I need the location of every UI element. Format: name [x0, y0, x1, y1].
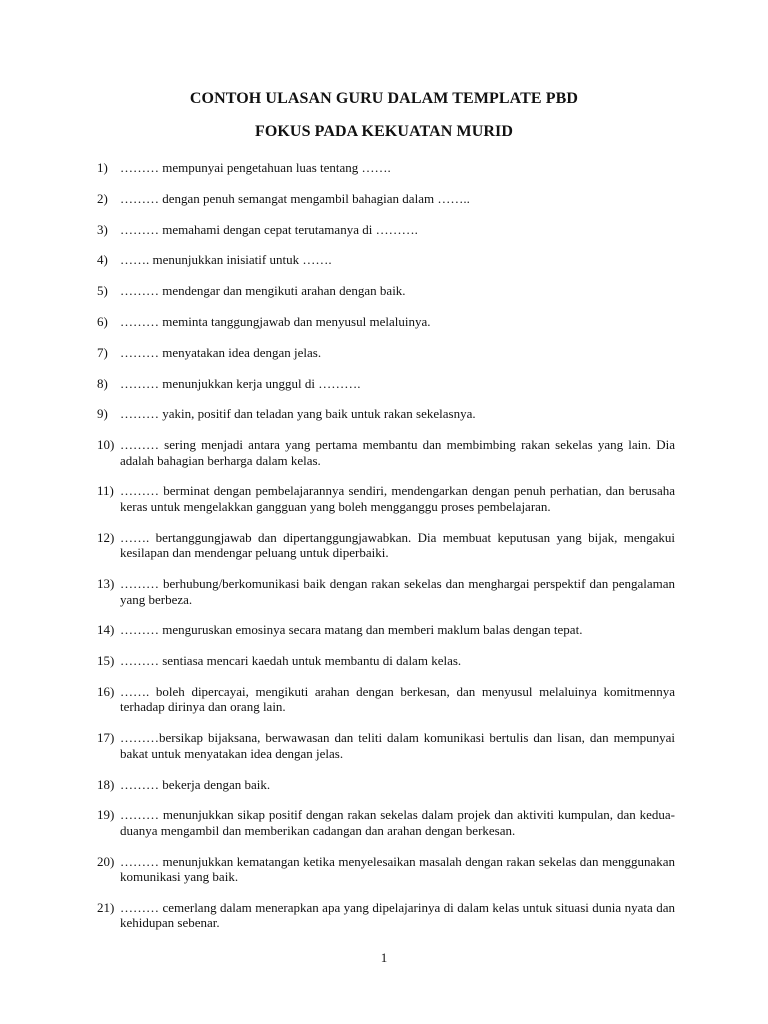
item-text: ……… menunjukkan kematangan ketika menyelesaikan masalah dengan rakan sekelas dan menggunakan komunikasi yang baik. [120, 853, 675, 885]
item-number: 7) [97, 344, 108, 360]
list-item [97, 283, 675, 299]
item-text: ……… menunjukkan kerja unggul di ………. [120, 375, 361, 391]
page-number: 1 [380, 950, 388, 965]
list-item [97, 191, 675, 207]
list-item [97, 437, 675, 468]
item-text: ………bersikap bijaksana, berwawasan dan teliti dalam komunikasi bertulis dan lisan, dan mempunyai bakat untuk menyatakan idea dengan jelas. [120, 730, 675, 761]
item-text: ……… mempunyai pengetahuan luas tentang ……. [120, 160, 391, 175]
item-number: 15) [97, 653, 115, 669]
item-number: 16) [97, 683, 115, 699]
item-text: ……… menguruskan emosinya secara matang dan memberi maklum balas dengan tepat. [120, 622, 583, 638]
item-number: 8) [97, 375, 108, 391]
document-subtitle: FOKUS PADA KEKUATAN MURID [254, 123, 514, 140]
list-item [97, 376, 675, 392]
list-item [97, 530, 675, 561]
list-item [97, 406, 675, 422]
item-text: ……… berhubung/berkomunikasi baik dengan rakan sekelas dan menghargai perspektif dan pengalaman yang berbeza. [120, 576, 675, 607]
item-text: ……… menyatakan idea dengan jelas. [120, 344, 322, 360]
comment-list [97, 160, 675, 946]
list-item [97, 900, 675, 931]
item-text: ……… mendengar dan mengikuti arahan dengan baik. [120, 283, 406, 299]
list-item [97, 222, 675, 238]
item-number: 3) [97, 221, 108, 237]
list-item [97, 622, 675, 638]
item-text: ……. bertanggungjawab dan dipertanggungjawabkan. Dia membuat keputusan yang bijak, mengakui kesilapan dan mendengar peluang untuk diperbaiki. [120, 529, 675, 561]
item-text: ……. boleh dipercayai, mengikuti arahan dengan berkesan, dan menyusul melaluinya komitmennya terhadap dirinya dan orang lain. [120, 683, 675, 715]
list-item [97, 483, 675, 514]
item-number: 5) [97, 283, 108, 299]
item-text: ……… menunjukkan sikap positif dengan rakan sekelas dalam projek dan aktiviti kumpulan, dan kedua-duanya mengambil dan memberikan cadangan dan arahan dengan berkesan. [120, 807, 675, 838]
item-text: ……… meminta tanggungjawab dan menyusul melaluinya. [120, 313, 431, 329]
item-number: 6) [97, 313, 108, 329]
item-number: 13) [97, 576, 115, 592]
item-number: 12) [97, 529, 115, 545]
list-item [97, 314, 675, 330]
list-item [97, 160, 675, 176]
item-text: ……… yakin, positif dan teladan yang baik untuk rakan sekelasnya. [120, 406, 476, 422]
list-item [97, 807, 675, 838]
item-text: ……… cemerlang dalam menerapkan apa yang dipelajarinya di dalam kelas untuk situasi dunia nyata dan kehidupan sebenar. [120, 899, 675, 931]
list-item [97, 345, 675, 361]
item-number: 9) [97, 406, 108, 422]
item-number: 17) [97, 730, 115, 746]
item-text: ……… sentiasa mencari kaedah untuk membantu di dalam kelas. [120, 653, 462, 669]
list-item [97, 252, 675, 268]
item-number: 18) [97, 776, 115, 792]
item-text: ……… sering menjadi antara yang pertama membantu dan membimbing rakan sekelas yang lain. Dia adalah bahagian berharga dalam kelas. [120, 437, 675, 468]
item-number: 19) [97, 807, 115, 823]
list-item [97, 653, 675, 669]
item-text: ……… dengan penuh semangat mengambil bahagian dalam …….. [120, 190, 470, 206]
item-number: 4) [97, 252, 108, 268]
list-item [97, 576, 675, 607]
item-number: 10) [97, 437, 115, 453]
list-item [97, 854, 675, 885]
item-number: 2) [97, 190, 108, 206]
item-number: 1) [97, 160, 108, 175]
list-item [97, 730, 675, 761]
list-item [97, 684, 675, 715]
item-text: ……. menunjukkan inisiatif untuk ……. [120, 252, 332, 268]
document-title: CONTOH ULASAN GURU DALAM TEMPLATE PBD [189, 90, 579, 107]
item-number: 11) [97, 483, 114, 499]
item-text: ……… memahami dengan cepat terutamanya di ………. [120, 221, 418, 237]
item-text: ……… bekerja dengan baik. [120, 776, 271, 792]
item-number: 14) [97, 622, 115, 638]
item-number: 21) [97, 899, 115, 915]
list-item [97, 777, 675, 793]
item-text: ……… berminat dengan pembelajarannya sendiri, mendengarkan dengan penuh perhatian, dan berusaha keras untuk mengelakkan gangguan yang boleh mengganggu proses pembelajaran. [120, 483, 675, 514]
item-number: 20) [97, 853, 115, 869]
